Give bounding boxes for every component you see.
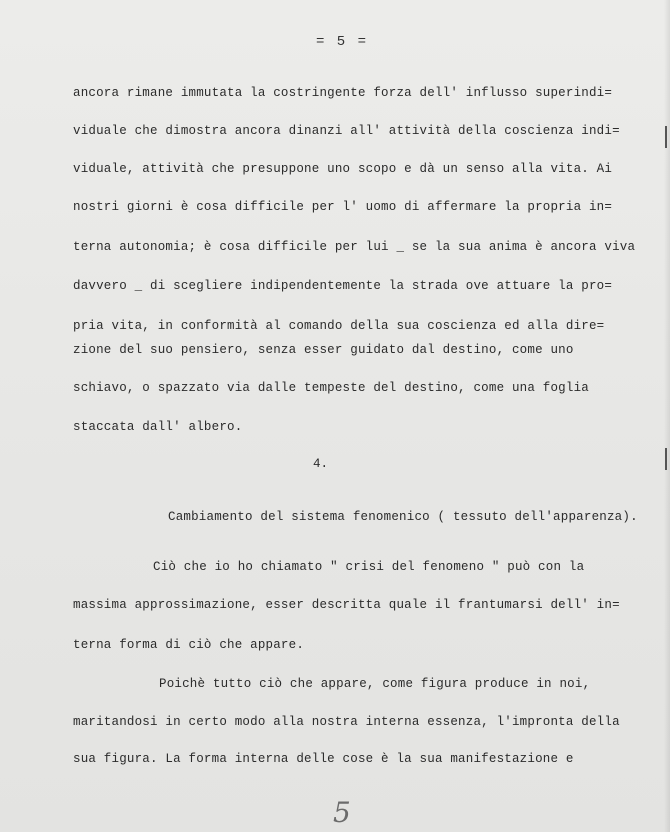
- handwritten-page-number: 5: [333, 796, 351, 829]
- text-line: zione del suo pensiero, senza esser guidato dal destino, come uno: [73, 343, 574, 357]
- text-line: Poichè tutto ciò che appare, come figura produce in noi,: [159, 677, 591, 691]
- text-line: massima approssimazione, esser descritta quale il frantumarsi dell' in=: [73, 598, 620, 612]
- text-line: maritandosi in certo modo alla nostra interna essenza, l'impronta della: [73, 715, 620, 729]
- text-line: viduale che dimostra ancora dinanzi all' attività della coscienza indi=: [73, 124, 620, 138]
- text-line: ancora rimane immutata la costringente forza dell' influsso superindi=: [73, 86, 613, 100]
- margin-mark: [665, 448, 667, 470]
- text-line: sua figura. La forma interna delle cose è la sua manifestazione e: [73, 752, 574, 766]
- page-edge-shadow: [664, 0, 670, 832]
- text-line: pria vita, in conformità al comando della sua coscienza ed alla dire=: [73, 319, 605, 333]
- text-line: staccata dall' albero.: [73, 420, 243, 434]
- section-number: 4.: [313, 457, 329, 471]
- text-line: terna forma di ciò che appare.: [73, 638, 305, 652]
- text-line: nostri giorni è cosa difficile per l' uomo di affermare la propria in=: [73, 200, 613, 214]
- text-line: terna autonomia; è cosa difficile per lui _ se la sua anima è ancora viva: [73, 240, 636, 254]
- page-number: = 5 =: [316, 34, 369, 50]
- text-line: davvero _ di scegliere indipendentemente la strada ove attuare la pro=: [73, 279, 613, 293]
- text-line: schiavo, o spazzato via dalle tempeste del destino, come una foglia: [73, 381, 589, 395]
- text-line: viduale, attività che presuppone uno scopo e dà un senso alla vita. Ai: [73, 162, 613, 176]
- section-title: Cambiamento del sistema fenomenico ( tessuto dell'apparenza).: [168, 510, 638, 524]
- margin-mark: [665, 126, 667, 148]
- text-line: Ciò che io ho chiamato " crisi del fenomeno " può con la: [153, 560, 585, 574]
